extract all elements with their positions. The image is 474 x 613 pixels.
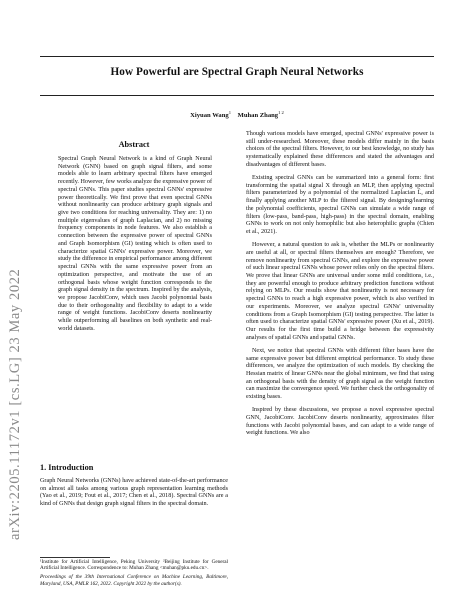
footnote-affiliation: ¹Institute for Artificial Intelligence, Peking University ²Beijing Institute for General Artificial Intelligence. Correspondence to: Muhan Zhang <muhan@pku.edu.cn>.	[40, 559, 228, 572]
paragraph: However, a natural question to ask is, whether the MLPs or nonlinearity are useful at all, or spectral filters themselves are enough? Therefore, we remove nonlinearity from spectral GNNs, and explore the expressive power of such linear spectral GNNs whose power relies only on the spectral filters. We prove that linear GNNs are universal under some mild conditions, i.e., they are powerful enough to produce arbitrary prediction functions without relying on MLPs. Our results show that nonlinearity is not necessary for spectral GNNs to reach a high expressive power, which is also verified in our experiments. Moreover, we analyze spectral GNNs' universality conditions from a Graph Isomorphism (GI) testing perspective. The latter is often used to characterize spatial GNNs' expressive power (Xu et al., 2019). Our results for the first time build a bridge between the expressivity analyses of spatial GNNs and spatial GNNs.	[246, 242, 434, 341]
footnote	[40, 559, 228, 590]
paragraph: Existing spectral GNNs can be summarized into a general form: first transforming the spatial signal X through an MLP, then applying spectral filters parameterized by a polynomial of the normalized Laplacian L̂, and finally applying another MLP to the filtered signal. By designing/learning the polynomial coefficients, spectral GNNs can simulate a wide range of filters (low-pass, band-pass, high-pass) in the spectral domain, enabling GNNs to work on not only homophilic but also heterophilic graphs (Chien et al., 2021).	[246, 174, 434, 236]
paper-title: How Powerful are Spectral Graph Neural Networks	[110, 66, 364, 78]
title-rule-bottom	[40, 95, 434, 96]
paragraph: Though various models have emerged, spectral GNNs' expressive power is still under-researched. Moreover, these models differ mainly in the basis choices of the spectral filters. However, to our best knowledge, no study has systematically explained these differences and stated the advantages and disadvantages of different bases.	[246, 131, 434, 168]
abstract-text: Spectral Graph Neural Network is a kind of Graph Neural Network (GNN) based on graph signal filters, and some models able to learn arbitrary spectral filters have emerged recently. However, few works analyze the expressive power of spectral GNNs. This paper studies spectral GNNs' expressive power theoretically. We first prove that even spectral GNNs without nonlinearity can produce arbitrary graph signals and give two conditions for reaching universality. They are: 1) no multiple eigenvalues of graph Laplacian, and 2) no missing frequency components in node features. We also establish a connection between the expressive power of spectral GNNs and Graph Isomorphism (GI) testing which is often used to characterize spatial GNNs' expressive power. Moreover, we study the difference in empirical performance among different spectral GNNs with the same expressive power from an optimization perspective, and motivate the use of an orthogonal basis whose weight function corresponds to the graph signal density in the spectrum. Inspired by the analysis, we propose JacobiConv, which uses Jacobi polynomial basis due to their orthogonality and flexibility to adapt to a wide range of weight functions. JacobiConv deserts nonlinearity while outperforming all baselines on both synthetic and real-world datasets.	[58, 156, 212, 332]
abstract-heading: Abstract	[118, 140, 150, 149]
author-name: Xiyuan Wang	[190, 112, 229, 119]
footnote-proceedings: Proceedings of the 39th International Conference on Machine Learning, Baltimore, Maryland, USA, PMLR 162, 2022. Copyright 2022 by the author(s).	[40, 574, 228, 587]
paragraph: Graph Neural Networks (GNNs) have achieved state-of-the-art performance on almost all tasks among various graph representation learning methods (Yao et al., 2019; Fout et al., 2017; Chen et al., 2018). Spectral GNNs are a kind of GNNs that design graph signal filters in the spectral domain.	[40, 478, 228, 508]
author-name: Muhan Zhang	[237, 112, 279, 119]
footnote-rule	[40, 557, 110, 558]
author-line	[40, 110, 434, 119]
introduction-text	[40, 478, 228, 514]
author-affiliation-mark: 1	[228, 110, 231, 115]
paragraph: Inspired by these discussions, we propose a novel expressive spectral GNN, JacobiConv. JacobiConv deserts nonlinearity, approximates filter functions with Jacobi polynomial bases, and can adapt to a wide range of weight functions. We also	[246, 407, 434, 437]
title-rule-top	[40, 56, 434, 57]
paragraph: Next, we notice that spectral GNNs with different filter bases have the same expressive power but different empirical performance. To study these differences, we analyze the optimization of such models. By checking the Hessian matrix of linear GNNs near the global minimum, we find that using an orthogonal basis with the density of graph signal as the weight function can maximize the convergence speed. We further check the orthogonality of existing bases.	[246, 347, 434, 401]
arxiv-sidebar-stamp: arXiv:2205.11172v1 [cs.LG] 23 May 2022	[7, 268, 23, 540]
author-affiliation-mark: 1 2	[278, 110, 284, 115]
right-column	[246, 131, 434, 444]
section-heading-introduction: 1. Introduction	[40, 463, 94, 472]
